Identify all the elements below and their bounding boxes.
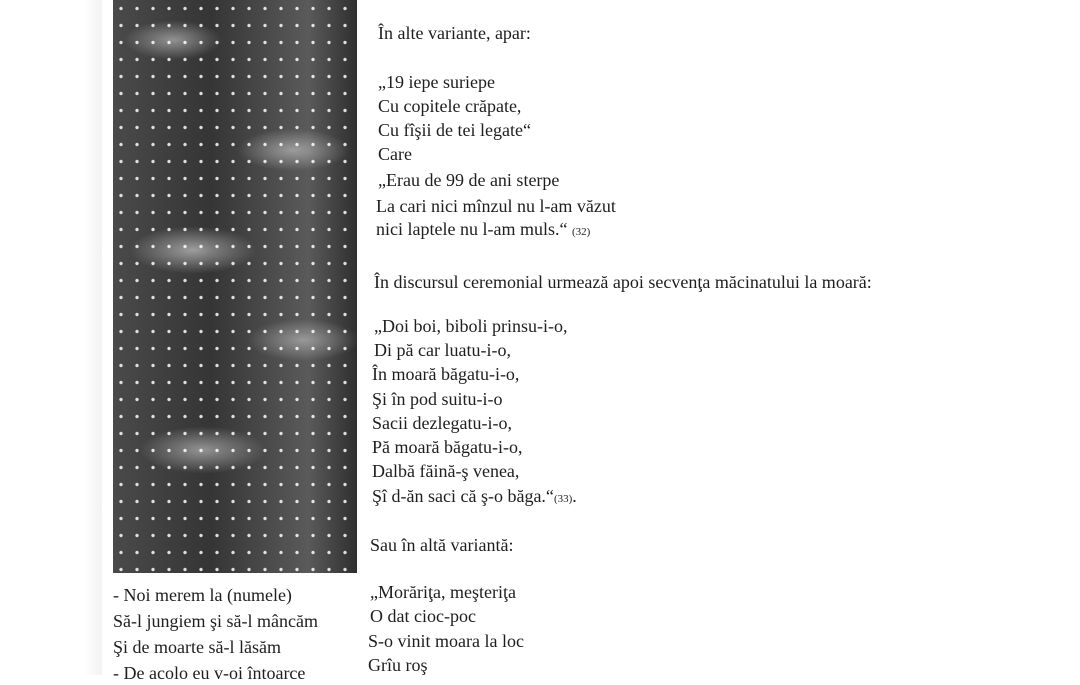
verse-line: Şi în pod suitu-i-o <box>372 389 503 409</box>
verse-line: Di pă car luatu-i-o, <box>374 340 511 360</box>
verse-line: Sacii dezlegatu-i-o, <box>372 413 512 433</box>
verse-line: Cu fîşii de tei legate“ <box>378 120 531 140</box>
verse-line-text: Şî d-ăn saci că ş-o băga.“ <box>372 486 554 506</box>
body-paragraph: În discursul ceremonial urmează apoi secvenţa măcinatului la moară: <box>374 272 872 292</box>
footnote-reference: (33) <box>553 493 573 505</box>
verse-line-left: Să-l jungiem şi să-l mâncăm <box>113 611 318 631</box>
verse-line: „Morăriţa, meşteriţa <box>370 582 516 602</box>
verse-line: Care <box>378 144 412 164</box>
verse-line: Grîu roş <box>368 655 428 675</box>
verse-line: Dalbă făină-ş venea, <box>372 461 520 481</box>
verse-line: Pă moară băgatu-i-o, <box>372 437 523 457</box>
verse-line: O dat cioc-poc <box>370 606 476 626</box>
verse-line: La cari nici mînzul nu l-am văzut <box>376 196 616 216</box>
verse-line: În moară băgatu-i-o, <box>372 364 520 384</box>
verse-line: S-o vinit moara la loc <box>368 631 524 651</box>
scan-edge-shadow <box>84 0 102 675</box>
verse-line-text: nici laptele nu l-am muls.“ <box>376 219 568 239</box>
period: . <box>572 486 577 506</box>
verse-line <box>372 484 577 511</box>
verse-line: Cu copitele crăpate, <box>378 96 522 116</box>
verse-line: „Doi boi, biboli prinsu-i-o, <box>374 316 568 336</box>
verse-line <box>376 217 590 244</box>
footnote-reference: (32) <box>571 226 591 238</box>
verse-line: „Erau de 99 de ani sterpe <box>378 170 560 190</box>
woven-textile-photo <box>113 0 357 573</box>
intro-text: Sau în altă variantă: <box>370 535 514 555</box>
verse-line-left: - De acolo eu v-oi întoarce <box>113 663 306 683</box>
verse-line-left: - Noi merem la (numele) <box>113 585 292 605</box>
verse-line-left: Şi de moarte să-l lăsăm <box>113 637 281 657</box>
verse-line: „19 iepe suriepe <box>378 72 495 92</box>
intro-text: În alte variante, apar: <box>378 23 531 43</box>
